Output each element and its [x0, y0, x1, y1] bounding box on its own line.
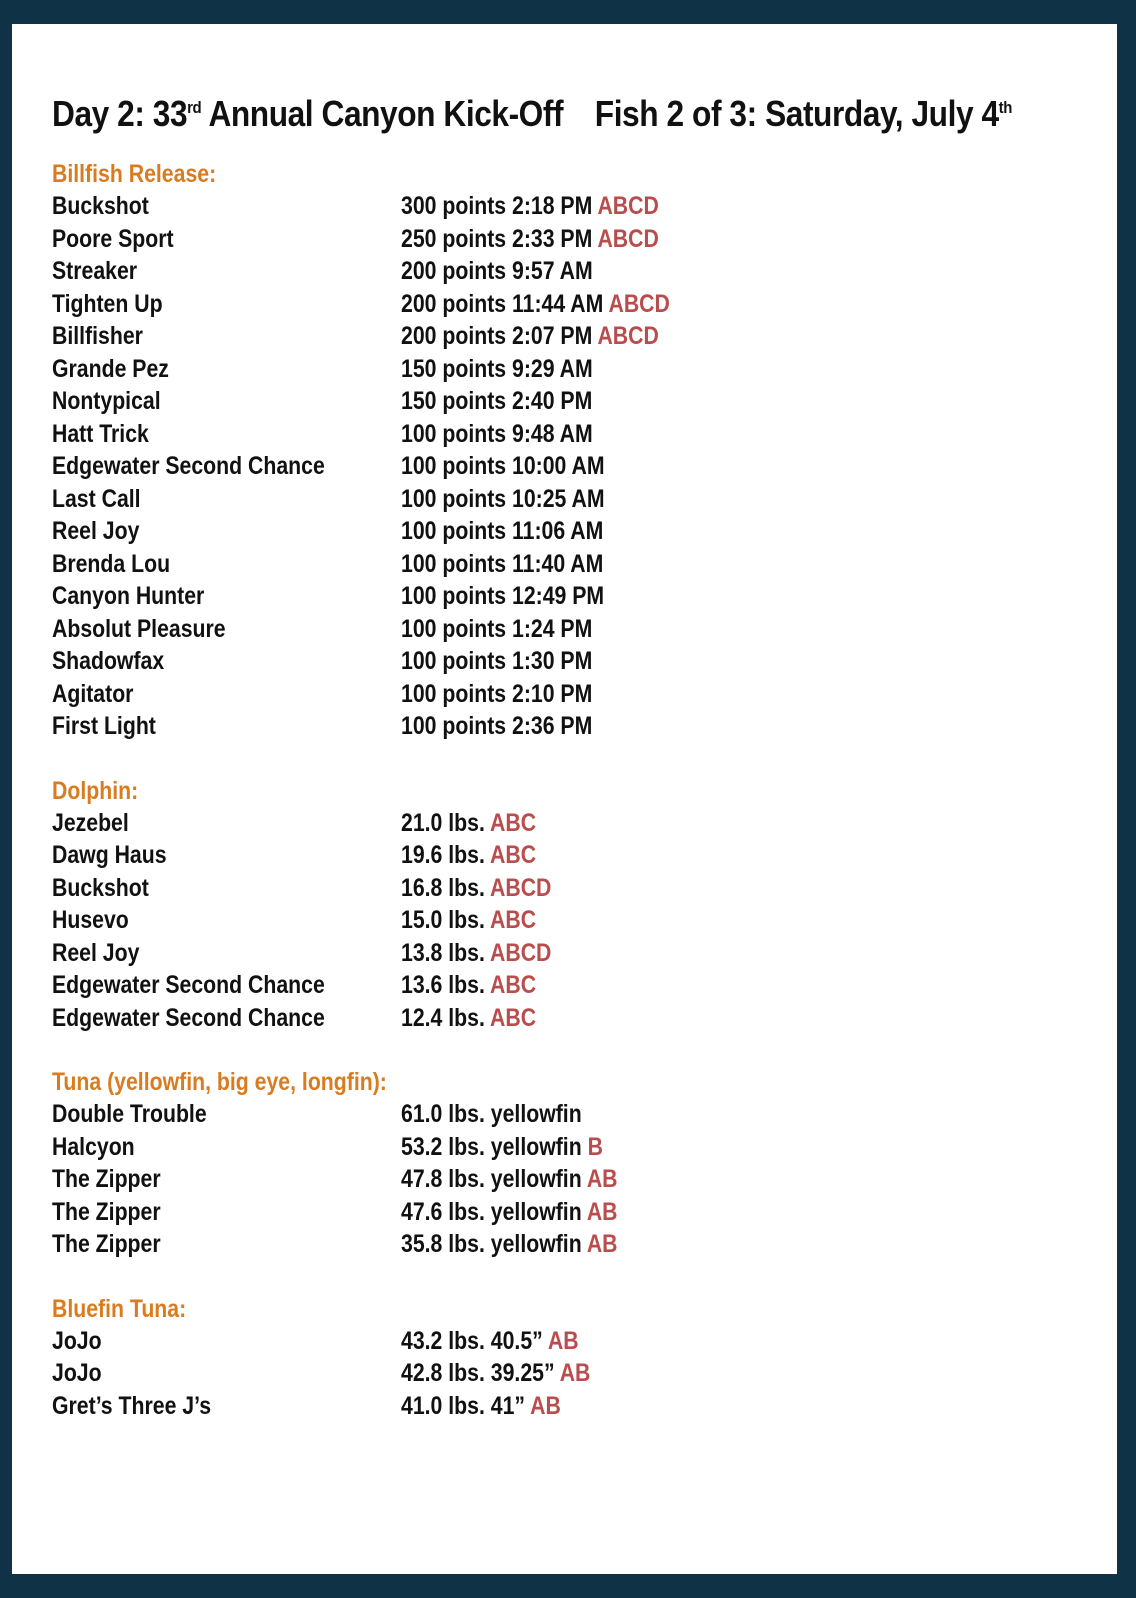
title-day: Day 2: 33 [52, 93, 188, 134]
title-fish: Fish 2 of 3: Saturday, July 4 [594, 93, 999, 134]
section-heading: Billfish Release: [52, 160, 217, 188]
result-row [52, 1390, 1117, 1423]
catch-value [401, 515, 603, 548]
section-heading: Tuna (yellowfin, big eye, longfin): [52, 1068, 387, 1096]
boat-name: Reel Joy [52, 517, 140, 545]
boat-name: Edgewater Second Chance [52, 452, 325, 480]
catch-value-text: 150 points 2:40 PM [401, 387, 593, 415]
boat-name: Tighten Up [52, 289, 163, 318]
boat-name: JoJo [52, 1326, 102, 1355]
result-row [52, 483, 1117, 516]
category-tag: ABC [489, 1003, 537, 1032]
result-row [52, 385, 1117, 418]
catch-value [401, 904, 536, 937]
catch-value [401, 255, 593, 288]
boat-name: Absolut Pleasure [52, 614, 226, 643]
result-row [52, 937, 1117, 970]
catch-value [401, 320, 659, 353]
result-row [52, 190, 1117, 223]
catch-value [401, 839, 536, 872]
catch-value-text: 16.8 lbs. [401, 873, 485, 902]
results-section [52, 1066, 1117, 1261]
catch-value [401, 1357, 590, 1390]
catch-value-text: 53.2 lbs. yellowfin [401, 1132, 582, 1161]
boat-name: Buckshot [52, 873, 149, 902]
boat-name: Shadowfax [52, 647, 165, 675]
catch-value [401, 450, 605, 483]
catch-value-text: 47.8 lbs. yellowfin [401, 1165, 582, 1193]
catch-value-text: 43.2 lbs. 40.5” [401, 1326, 543, 1355]
result-row [52, 1196, 1117, 1229]
catch-value [401, 1098, 582, 1131]
catch-value [401, 645, 592, 678]
result-row [52, 580, 1117, 613]
result-row [52, 1163, 1117, 1196]
result-row [52, 839, 1117, 872]
category-tag: ABCD [597, 224, 659, 253]
catch-value-text: 150 points 9:29 AM [401, 354, 593, 383]
catch-value [401, 1228, 618, 1261]
category-tag: AB [530, 1391, 561, 1420]
catch-value-text: 41.0 lbs. 41” [401, 1391, 526, 1420]
catch-value-text: 13.6 lbs. [401, 971, 485, 999]
catch-value-text: 35.8 lbs. yellowfin [401, 1230, 582, 1258]
result-row [52, 678, 1117, 711]
catch-value [401, 1163, 618, 1196]
boat-name: Jezebel [52, 808, 129, 837]
result-row [52, 872, 1117, 905]
document-page [12, 24, 1117, 1574]
catch-value-text: 300 points 2:18 PM [401, 192, 593, 220]
catch-value [401, 1002, 536, 1035]
result-row [52, 1228, 1117, 1261]
boat-name: Nontypical [52, 387, 161, 415]
boat-name: Hatt Trick [52, 419, 149, 448]
results-sections [52, 158, 1117, 1422]
boat-name: Reel Joy [52, 938, 140, 967]
section-heading: Bluefin Tuna: [52, 1294, 187, 1323]
result-row [52, 645, 1117, 678]
boat-name: Grande Pez [52, 354, 169, 383]
results-section [52, 775, 1117, 1035]
catch-value [401, 418, 593, 451]
catch-value-text: 100 points 10:25 AM [401, 484, 605, 513]
category-tag: ABC [489, 808, 537, 837]
boat-name: Poore Sport [52, 224, 174, 253]
result-row [52, 255, 1117, 288]
catch-value-text: 100 points 2:36 PM [401, 712, 593, 740]
catch-value [401, 807, 536, 840]
category-tag: AB [586, 1165, 618, 1193]
catch-value [401, 190, 659, 223]
category-tag: ABCD [597, 322, 659, 350]
result-row [52, 613, 1117, 646]
boat-name: JoJo [52, 1359, 102, 1387]
boat-name: The Zipper [52, 1165, 161, 1193]
catch-value [401, 385, 592, 418]
boat-name: Brenda Lou [52, 549, 171, 578]
category-tag: AB [586, 1230, 618, 1258]
boat-name: Edgewater Second Chance [52, 1003, 325, 1032]
catch-value [401, 223, 659, 256]
result-row [52, 1325, 1117, 1358]
catch-value-text: 200 points 2:07 PM [401, 322, 593, 350]
result-row [52, 710, 1117, 743]
result-row [52, 807, 1117, 840]
result-row [52, 1357, 1117, 1390]
boat-name: Agitator [52, 679, 134, 708]
catch-value [401, 613, 592, 646]
category-tag: AB [586, 1197, 618, 1226]
catch-value-text: 100 points 11:06 AM [401, 517, 604, 545]
results-section [52, 158, 1117, 743]
catch-value-text: 100 points 1:24 PM [401, 614, 593, 643]
catch-value [401, 969, 536, 1002]
boat-name: Gret’s Three J’s [52, 1391, 212, 1420]
boat-name: Edgewater Second Chance [52, 971, 325, 999]
boat-name: The Zipper [52, 1197, 161, 1226]
catch-value [401, 678, 592, 711]
boat-name: Last Call [52, 484, 141, 513]
catch-value-text: 250 points 2:33 PM [401, 224, 593, 253]
catch-value [401, 1131, 603, 1164]
catch-value [401, 1390, 561, 1423]
category-tag: ABC [489, 906, 537, 934]
boat-name: Streaker [52, 257, 138, 285]
catch-value-text: 200 points 9:57 AM [401, 257, 593, 285]
catch-value-text: 13.8 lbs. [401, 938, 485, 967]
result-row [52, 548, 1117, 581]
boat-name: First Light [52, 712, 156, 740]
result-row [52, 904, 1117, 937]
catch-value [401, 1325, 579, 1358]
catch-value [401, 483, 605, 516]
boat-name: Husevo [52, 906, 129, 934]
category-tag: ABCD [608, 289, 670, 318]
catch-value-text: 12.4 lbs. [401, 1003, 485, 1032]
result-row [52, 223, 1117, 256]
boat-name: Canyon Hunter [52, 582, 205, 610]
catch-value-text: 15.0 lbs. [401, 906, 485, 934]
boat-name: Buckshot [52, 192, 149, 220]
category-tag: ABCD [489, 873, 552, 902]
catch-value-text: 100 points 12:49 PM [401, 582, 605, 610]
title-day-ordinal: rd [187, 98, 202, 117]
catch-value-text: 19.6 lbs. [401, 841, 485, 869]
result-row [52, 1002, 1117, 1035]
boat-name: Billfisher [52, 322, 143, 350]
catch-value-text: 42.8 lbs. 39.25” [401, 1359, 555, 1387]
category-tag: B [587, 1132, 603, 1161]
result-row [52, 969, 1117, 1002]
catch-value [401, 580, 604, 613]
result-row [52, 1131, 1117, 1164]
category-tag: AB [547, 1326, 579, 1355]
catch-value [401, 353, 593, 386]
catch-value-text: 61.0 lbs. yellowfin [401, 1100, 582, 1128]
result-row [52, 288, 1117, 321]
catch-value [401, 710, 592, 743]
catch-value [401, 1196, 618, 1229]
boat-name: Halcyon [52, 1132, 135, 1161]
catch-value-text: 47.6 lbs. yellowfin [401, 1197, 582, 1226]
category-tag: AB [559, 1359, 591, 1387]
catch-value-text: 200 points 11:44 AM [401, 289, 604, 318]
catch-value [401, 872, 551, 905]
boat-name: The Zipper [52, 1230, 161, 1258]
catch-value-text: 100 points 10:00 AM [401, 452, 605, 480]
title-event: Annual Canyon Kick-Off [201, 93, 564, 134]
catch-value-text: 21.0 lbs. [401, 808, 485, 837]
result-row [52, 515, 1117, 548]
category-tag: ABC [489, 841, 537, 869]
catch-value [401, 548, 603, 581]
section-heading: Dolphin: [52, 776, 139, 805]
category-tag: ABCD [597, 192, 659, 220]
boat-name: Double Trouble [52, 1100, 207, 1128]
catch-value-text: 100 points 1:30 PM [401, 647, 593, 675]
catch-value [401, 937, 551, 970]
title-fish-ordinal: th [998, 98, 1012, 117]
result-row [52, 418, 1117, 451]
boat-name: Dawg Haus [52, 841, 167, 869]
result-row [52, 320, 1117, 353]
catch-value-text: 100 points 9:48 AM [401, 419, 593, 448]
catch-value [401, 288, 670, 321]
page-title [52, 92, 1020, 136]
category-tag: ABC [489, 971, 537, 999]
result-row [52, 1098, 1117, 1131]
category-tag: ABCD [489, 938, 552, 967]
results-section [52, 1293, 1117, 1423]
result-row [52, 353, 1117, 386]
catch-value-text: 100 points 11:40 AM [401, 549, 604, 578]
result-row [52, 450, 1117, 483]
catch-value-text: 100 points 2:10 PM [401, 679, 593, 708]
